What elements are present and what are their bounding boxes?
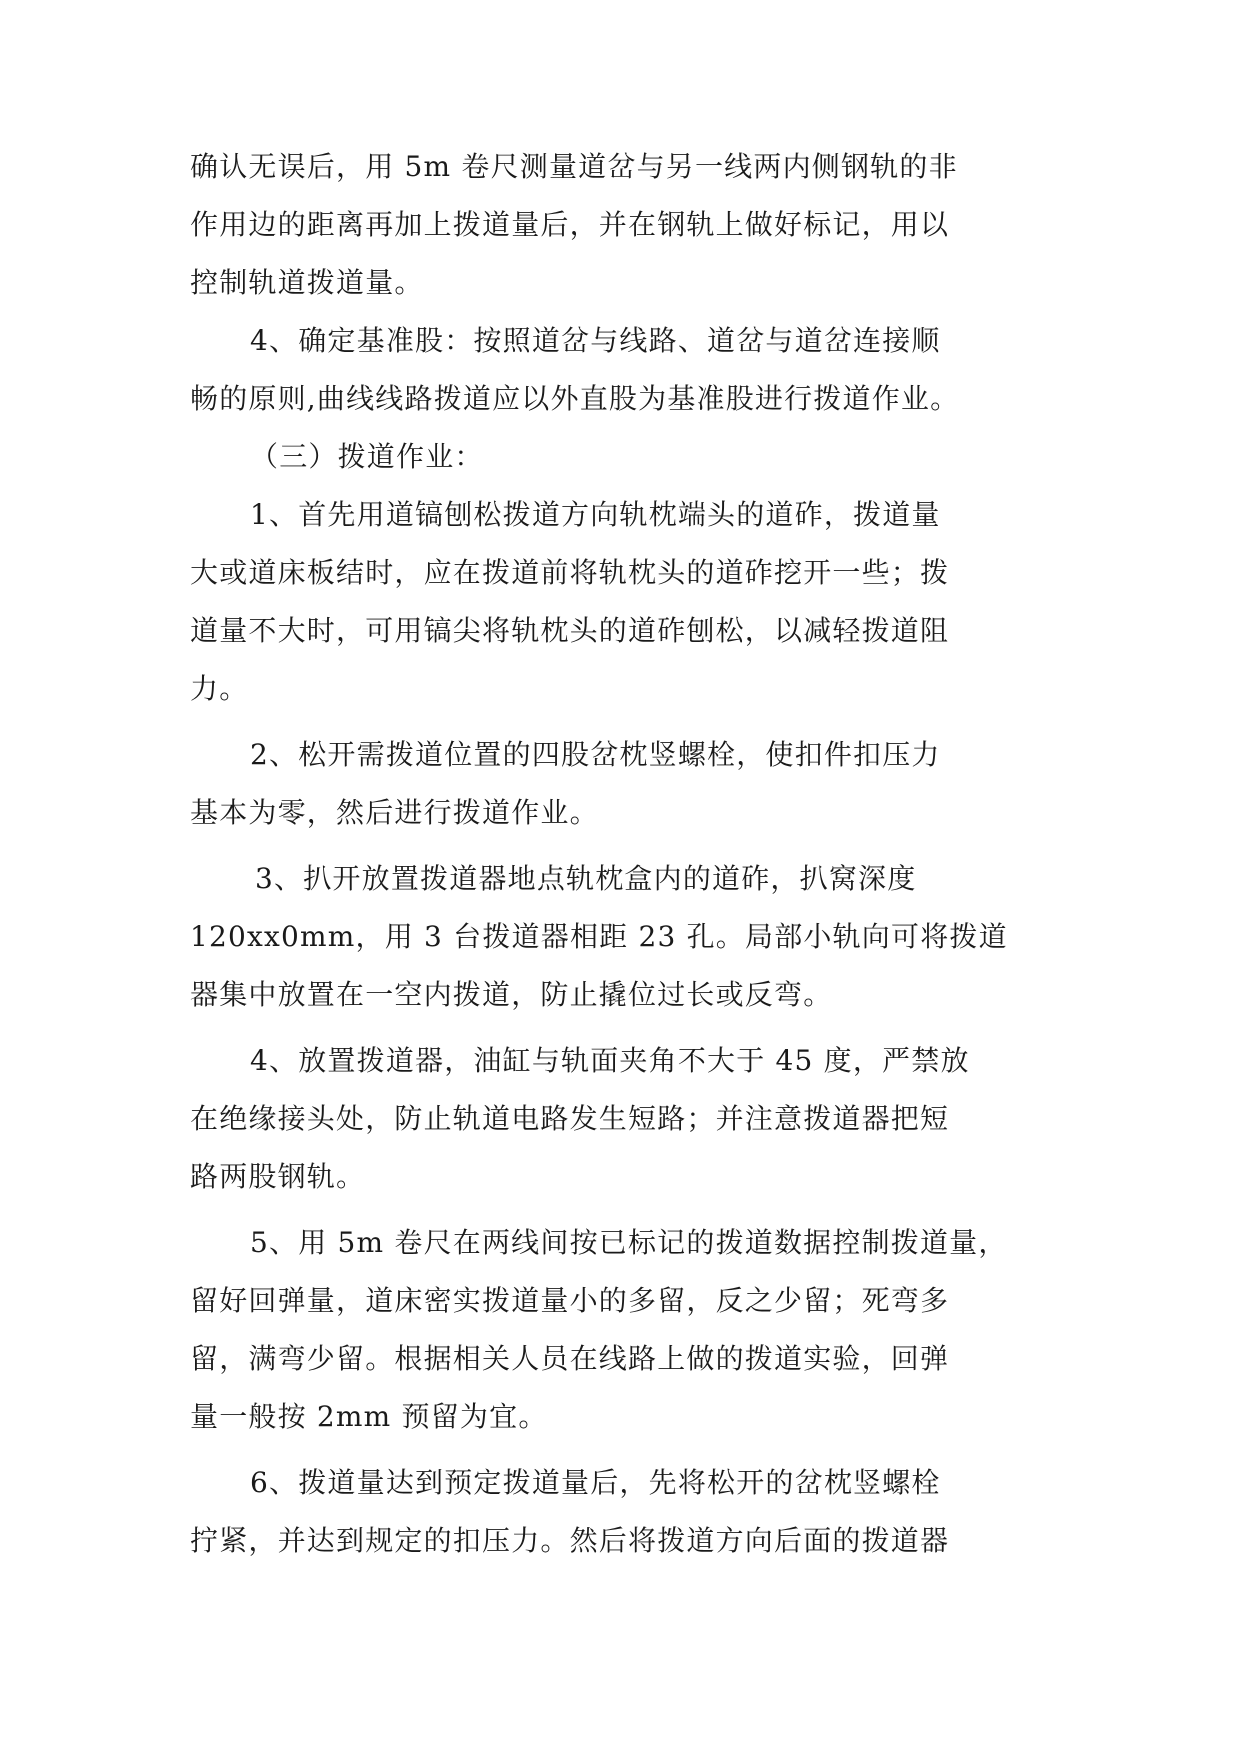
paragraph-first-line: 4、确定基准股：按照道岔与线路、道岔与道岔连接顺 (250, 324, 941, 357)
text-line: 120xx0mm，用 3 台拨道器相距 23 孔。局部小轨向可将拨道 (190, 920, 1008, 953)
text-line: 确认无误后，用 5m 卷尺测量道岔与另一线两内侧钢轨的非 (190, 150, 958, 183)
paragraph-first-line: 6、拨道量达到预定拨道量后，先将松开的岔枕竖螺栓 (250, 1466, 941, 1499)
paragraph-first-line: 4、放置拨道器，油缸与轨面夹角不大于 45 度，严禁放 (250, 1044, 970, 1077)
paragraph-first-line: 1、首先用道镐刨松拨道方向轨枕端头的道砟，拨道量 (250, 498, 941, 531)
text-line: 拧紧，并达到规定的扣压力。然后将拨道方向后面的拨道器 (190, 1524, 950, 1557)
text-line: 大或道床板结时，应在拨道前将轨枕头的道砟挖开一些；拨 (190, 556, 950, 589)
text-line: 基本为零，然后进行拨道作业。 (190, 796, 599, 829)
text-line: 在绝缘接头处，防止轨道电路发生短路；并注意拨道器把短 (190, 1102, 950, 1135)
text-line: 留好回弹量，道床密实拨道量小的多留，反之少留；死弯多 (190, 1284, 950, 1317)
text-line: 路两股钢轨。 (190, 1160, 366, 1193)
text-line: 留，满弯少留。根据相关人员在线路上做的拨道实验，回弹 (190, 1342, 950, 1375)
paragraph-first-line: 5、用 5m 卷尺在两线间按已标记的拨道数据控制拨道量， (250, 1226, 1008, 1259)
text-line: 道量不大时，可用镐尖将轨枕头的道砟刨松，以减轻拨道阻 (190, 614, 950, 647)
text-line: 控制轨道拨道量。 (190, 266, 424, 299)
paragraph-first-line: 2、松开需拨道位置的四股岔枕竖螺栓，使扣件扣压力 (250, 738, 941, 771)
section-heading: （三）拨道作业： (250, 440, 484, 473)
text-line: 力。 (190, 672, 249, 705)
text-line: 畅的原则,曲线线路拨道应以外直股为基准股进行拨道作业。 (190, 382, 960, 415)
text-line: 作用边的距离再加上拨道量后，并在钢轨上做好标记，用以 (190, 208, 950, 241)
text-line: 量一般按 2mm 预留为宜。 (190, 1400, 548, 1433)
text-line: 器集中放置在一空内拨道，防止撬位过长或反弯。 (190, 978, 833, 1011)
paragraph-first-line: 3、扒开放置拨道器地点轨枕盒内的道砟，扒窝深度 (255, 862, 917, 895)
